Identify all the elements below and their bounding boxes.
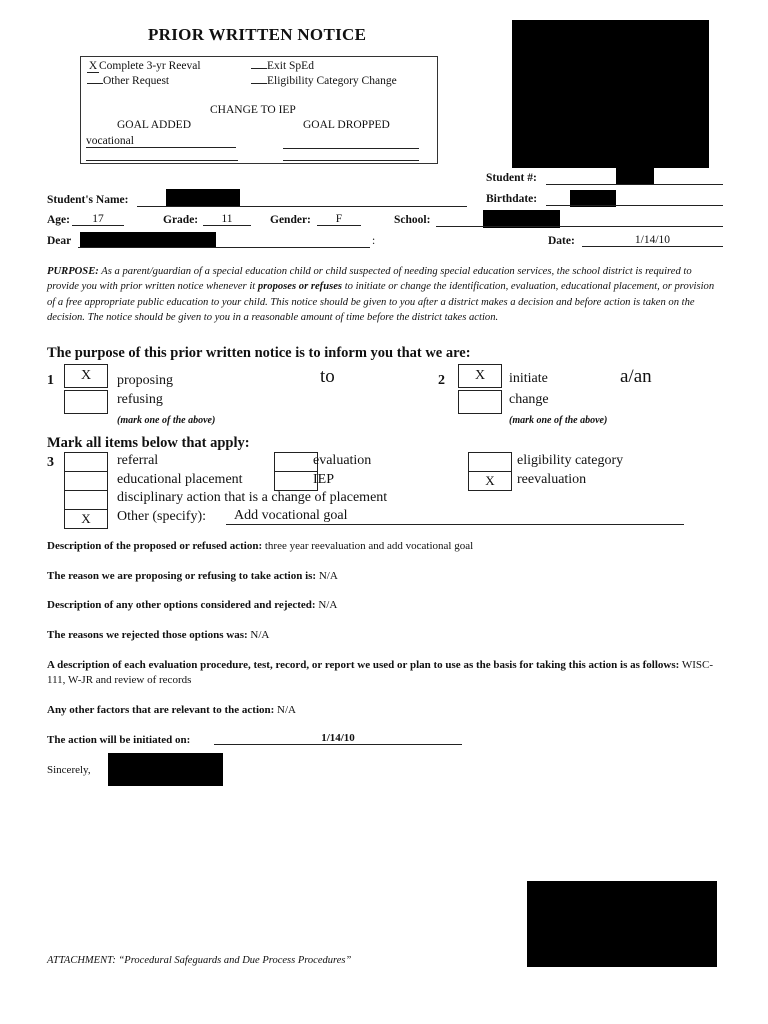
factors-value: N/A — [277, 704, 296, 716]
birthdate-line — [546, 205, 723, 206]
date-label: Date: — [548, 235, 575, 247]
school-line — [436, 226, 723, 227]
educational-placement-checkbox[interactable] — [64, 471, 108, 491]
change-to-iep-heading: CHANGE TO IEP — [210, 104, 296, 116]
redacted-student-number — [616, 167, 654, 184]
reason-row: The reason we are proposing or refusing to take action is: N/A — [47, 570, 338, 582]
referral-label: referral — [117, 453, 159, 468]
reason-value: N/A — [318, 570, 338, 582]
a-an-word: a/an — [620, 366, 652, 387]
goal-added-heading: GOAL ADDED — [117, 119, 191, 131]
attachment-note: ATTACHMENT: “Procedural Safeguards and Due Process Procedures” — [47, 955, 352, 966]
student-name-label: Student's Name: — [47, 194, 129, 206]
iep-checkbox[interactable] — [274, 471, 318, 491]
other-label: Other (specify): — [117, 509, 207, 524]
factors-row: Any other factors that are relevant to the action: N/A — [47, 704, 296, 716]
dear-line — [78, 247, 370, 248]
initiated-row: The action will be initiated on: — [47, 734, 191, 746]
section-3-number: 3 — [47, 455, 54, 470]
eligibility-change-option: Eligibility Category Change — [251, 75, 397, 87]
refusing-label: refusing — [117, 392, 163, 407]
purpose-paragraph: PURPOSE: As a parent/guardian of a special education child or child suspected of needing special education services, the school district is required to provide you with prior written notice whenever it proposes or refuses to initiate or change the identification, evaluation, educational placement, or provision of a free appropriate public education to your child. This notice should be given to you after a district makes a decision and before action is taken on the decision. The notice should be given to you in a reasonable amount of time before the district takes action. — [47, 266, 715, 324]
age-label: Age: — [47, 214, 70, 226]
referral-checkbox[interactable] — [64, 452, 108, 472]
iep-label: IEP — [313, 472, 334, 487]
evaluation-checkbox[interactable] — [274, 452, 318, 472]
initiate-checkbox[interactable]: X — [458, 364, 502, 388]
description-row: Description of the proposed or refused action: three year reevaluation and add vocational goal — [47, 540, 474, 552]
evaluation-procedure-row: A description of each evaluation procedure, test, record, or report we used or plan to use as the basis for taking this action is as follows: WISC-111, W-JR and review of records — [47, 659, 714, 686]
grade-label: Grade: — [163, 214, 199, 226]
redacted-stamp — [527, 881, 717, 967]
mark-one-note-1: (mark one of the above) — [117, 415, 216, 426]
grade-value: 11 — [203, 213, 251, 226]
proposing-label: proposing — [117, 373, 173, 388]
options-row: Description of any other options considered and rejected: N/A — [47, 599, 338, 611]
student-number-line — [546, 184, 723, 185]
goal-dropped-line — [283, 148, 419, 149]
change-label: change — [509, 392, 549, 407]
student-name-line — [137, 206, 467, 207]
other-checkbox[interactable]: X — [64, 509, 108, 529]
date-value: 1/14/10 — [582, 234, 723, 247]
goal-dropped-heading: GOAL DROPPED — [303, 119, 390, 131]
options-value: N/A — [318, 599, 338, 611]
reeval-checkmark: X — [88, 60, 98, 72]
redacted-parent-name — [80, 232, 216, 248]
items-heading: Mark all items below that apply: — [47, 435, 250, 451]
to-word: to — [320, 366, 335, 387]
reevaluation-checkbox[interactable]: X — [468, 471, 512, 491]
dear-colon: : — [372, 235, 376, 247]
disciplinary-checkbox[interactable] — [64, 490, 108, 510]
other-specify-value: Add vocational goal — [226, 508, 684, 525]
gender-value: F — [317, 213, 361, 226]
mark-one-note-2: (mark one of the above) — [509, 415, 608, 426]
sincerely: Sincerely, — [47, 764, 91, 776]
gender-label: Gender: — [270, 214, 311, 226]
goal-added-line-2 — [86, 160, 238, 161]
initiated-value: 1/14/10 — [214, 732, 462, 745]
eligibility-label: eligibility category — [517, 453, 624, 468]
student-number-label: Student #: — [486, 172, 537, 184]
dear-label: Dear — [47, 235, 72, 247]
rejected-row: The reasons we rejected those options was: N/A — [47, 629, 270, 641]
goal-dropped-line-2 — [283, 160, 419, 161]
evaluation-label: evaluation — [313, 453, 372, 468]
page-title: PRIOR WRITTEN NOTICE — [148, 25, 367, 44]
initiate-label: initiate — [509, 371, 548, 386]
disciplinary-label: disciplinary action that is a change of placement — [117, 490, 388, 505]
exit-sped-option: Exit SpEd — [251, 60, 314, 72]
age-value: 17 — [72, 213, 124, 226]
other-request-option: Other Request — [87, 75, 169, 87]
inform-heading: The purpose of this prior written notice is to inform you that we are: — [47, 345, 471, 361]
reevaluation-label: reevaluation — [517, 472, 587, 487]
proposes-refuses-phrase: proposes or refuses — [257, 281, 343, 293]
purpose-label: PURPOSE: — [47, 266, 99, 277]
goal-added-value: vocational — [86, 135, 236, 148]
rejected-value: N/A — [250, 629, 270, 641]
reeval-option: X Complete 3-yr Reeval — [88, 60, 201, 72]
section-2-number: 2 — [438, 373, 445, 388]
school-label: School: — [394, 214, 431, 226]
evaluation-procedure-value: WISC-111, W-JR and review of records — [47, 659, 714, 686]
description-value: three year reevaluation and add vocational goal — [264, 540, 474, 552]
section-1-number: 1 — [47, 373, 54, 388]
educational-placement-label: educational placement — [117, 472, 243, 487]
change-checkbox[interactable] — [458, 390, 502, 414]
refusing-checkbox[interactable] — [64, 390, 108, 414]
birthdate-label: Birthdate: — [486, 193, 538, 205]
redacted-student-name — [166, 189, 240, 207]
eligibility-checkbox[interactable] — [468, 452, 512, 472]
proposing-checkbox[interactable]: X — [64, 364, 108, 388]
redacted-photo — [512, 20, 709, 168]
